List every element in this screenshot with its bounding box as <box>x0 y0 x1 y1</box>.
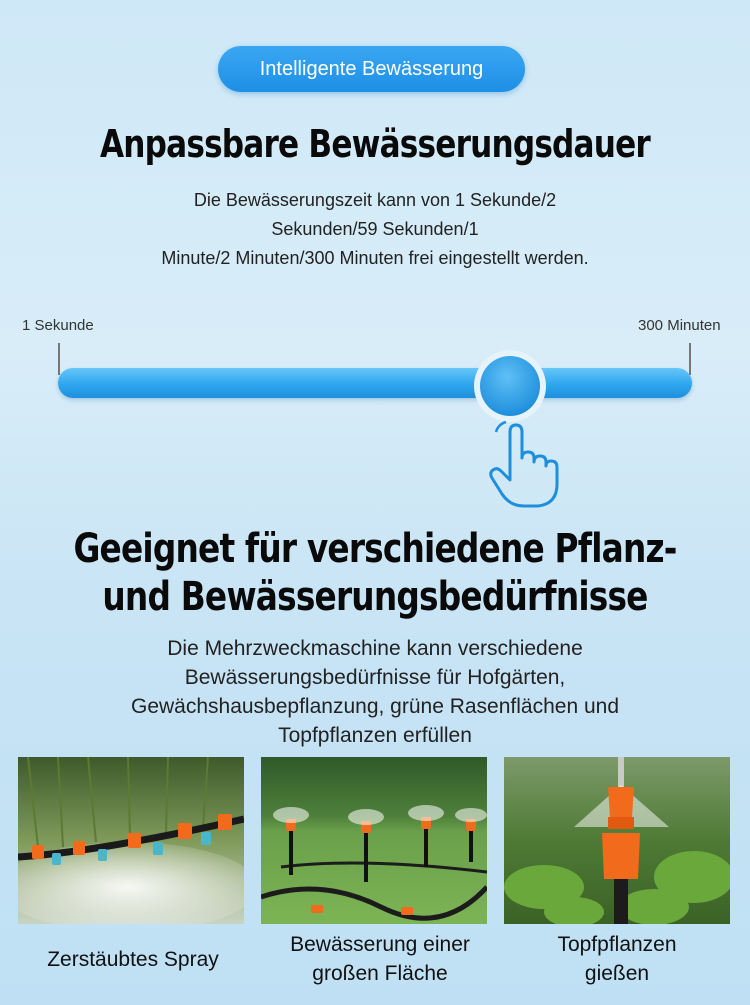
slider-min-label: 1 Sekunde <box>22 317 94 334</box>
pointing-hand-icon <box>488 420 562 512</box>
category-badge: Intelligente Bewässerung <box>218 46 525 92</box>
caption-large-area-line-1: Bewässerung einer <box>290 933 470 956</box>
photo-large-area <box>261 757 487 924</box>
slider-max-tick <box>689 343 691 375</box>
slider-max-label: 300 Minuten <box>638 317 721 334</box>
photo-atomized-spray <box>18 757 244 924</box>
caption-potted-line-1: Topfpflanzen <box>557 933 677 956</box>
needs-desc-line-4: Topfpflanzen erfüllen <box>278 724 472 747</box>
duration-desc-line-3: Minute/2 Minuten/300 Minuten frei eingestellt werden. <box>161 248 589 268</box>
caption-atomized-spray: Zerstäubtes Spray <box>47 948 219 971</box>
caption-potted-line-2: gießen <box>584 962 650 985</box>
caption-large-area-line-2: großen Fläche <box>312 962 448 985</box>
section-title-duration: Anpassbare Bewässerungsdauer <box>100 122 650 166</box>
slider-min-tick <box>58 343 60 375</box>
needs-desc-line-1: Die Mehrzweckmaschine kann verschiedene <box>167 637 583 660</box>
duration-desc-line-1: Die Bewässerungszeit kann von 1 Sekunde/2 <box>193 190 557 210</box>
section-title-needs-line-1: Geeignet für verschiedene Pflanz- <box>73 526 677 572</box>
needs-desc-line-3: Gewächshausbepflanzung, grüne Rasenflächen und <box>130 695 619 718</box>
duration-slider-track[interactable] <box>58 368 692 398</box>
duration-slider-knob[interactable] <box>480 356 540 416</box>
duration-desc-line-2: Sekunden/59 Sekunden/1 <box>271 219 479 239</box>
needs-desc-line-2: Bewässerungsbedürfnisse für Hofgärten, <box>184 666 566 689</box>
section-title-needs-line-2: und Bewässerungsbedürfnisse <box>102 574 648 620</box>
photo-potted-plants <box>504 757 730 924</box>
